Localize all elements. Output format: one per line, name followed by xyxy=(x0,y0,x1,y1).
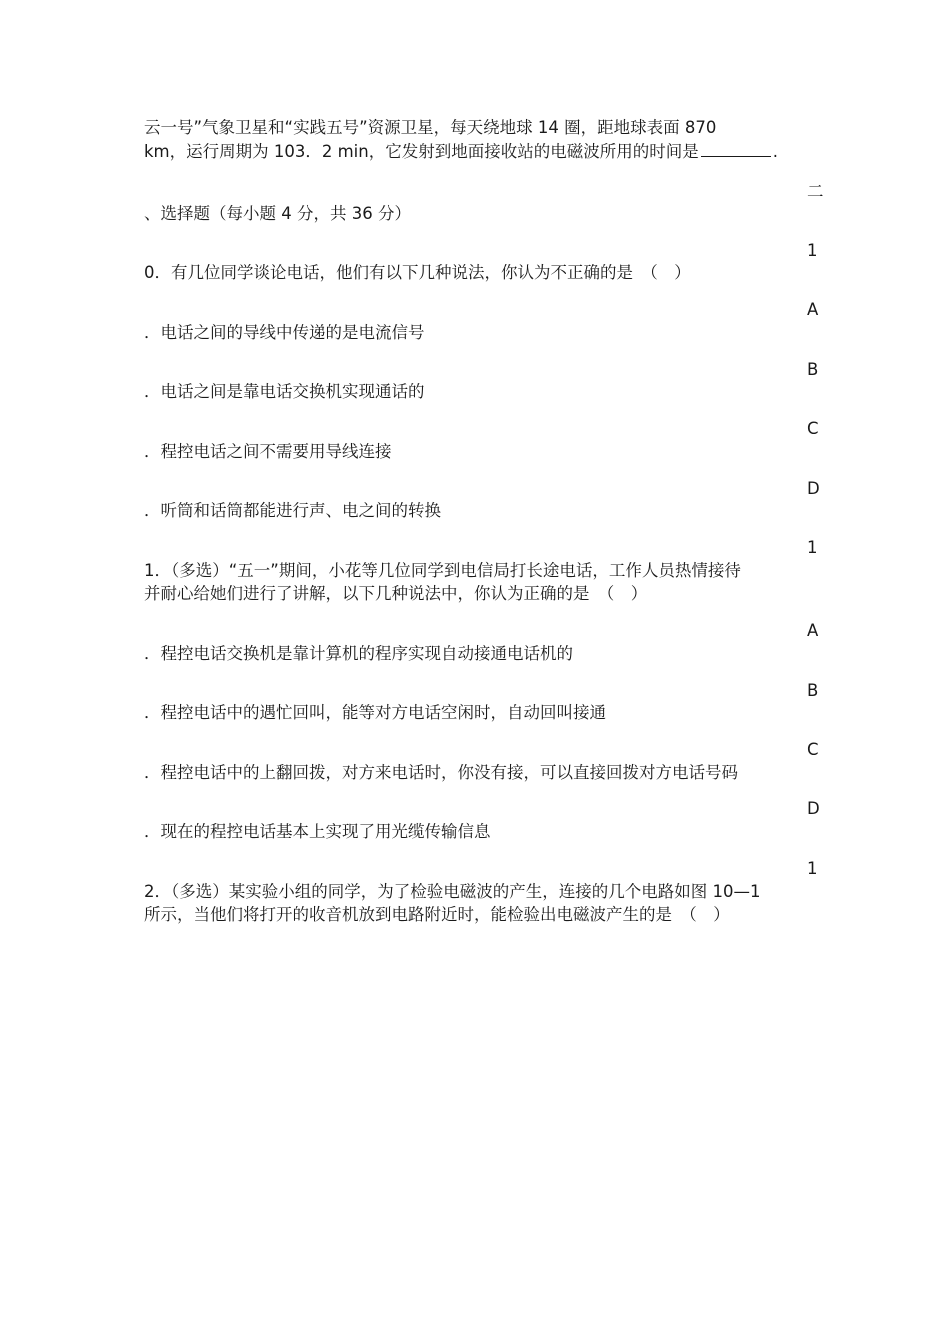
q12-text-line-2: 所示，当他们将打开的收音机放到电路附近时，能检验出电磁波产生的是 （ ） xyxy=(144,905,730,924)
q10-option-c-text: ．程控电话之间不需要用导线连接 xyxy=(144,442,392,461)
intro-line-1: 云一号”气象卫星和“实践五号”资源卫星，每天绕地球 14 圈，距地球表面 870 xyxy=(144,118,717,137)
q10-option-d-letter: D xyxy=(807,479,820,498)
q11-option-b-letter: B xyxy=(807,681,819,700)
section-title: 、选择题（每小题 4 分，共 36 分） xyxy=(144,204,411,223)
q12-number-digit: 1 xyxy=(807,859,818,878)
q10-option-a-letter: A xyxy=(807,300,819,319)
answer-blank xyxy=(701,140,771,157)
q10-option-d-text: ．听筒和话筒都能进行声、电之间的转换 xyxy=(144,501,441,520)
q11-option-a-text: ．程控电话交换机是靠计算机的程序实现自动接通电话机的 xyxy=(144,644,573,663)
q10-option-a-text: ．电话之间的导线中传递的是电流信号 xyxy=(144,323,425,342)
intro-line-2-end: . xyxy=(772,142,778,161)
q11-text-line-2: 并耐心给她们进行了讲解，以下几种说法中，你认为正确的是 （ ） xyxy=(144,584,648,603)
q10-option-c-letter: C xyxy=(807,419,819,438)
q11-option-a-letter: A xyxy=(807,621,819,640)
q11-number-digit: 1 xyxy=(807,538,818,557)
q10-option-b-letter: B xyxy=(807,360,819,379)
q10-option-b-text: ．电话之间是靠电话交换机实现通话的 xyxy=(144,382,425,401)
q11-option-d-letter: D xyxy=(807,799,820,818)
q11-option-b-text: ．程控电话中的遇忙回叫，能等对方电话空闲时，自动回叫接通 xyxy=(144,703,606,722)
q12-text-line-1: 2．（多选）某实验小组的同学，为了检验电磁波的产生，连接的几个电路如图 10—1 xyxy=(144,882,761,901)
q11-text-line-1: 1．（多选）“五一”期间，小花等几位同学到电信局打长途电话，工作人员热情接待 xyxy=(144,561,741,580)
q10-number-digit: 1 xyxy=(807,241,818,260)
intro-line-2-text: km，运行周期为 103．2 min，它发射到地面接收站的电磁波所用的时间是 xyxy=(144,142,699,161)
q11-option-d-text: ．现在的程控电话基本上实现了用光缆传输信息 xyxy=(144,822,491,841)
q10-text: 0．有几位同学谈论电话，他们有以下几种说法，你认为不正确的是 （ ） xyxy=(144,263,691,282)
section-number: 二 xyxy=(807,182,824,201)
q11-option-c-letter: C xyxy=(807,740,819,759)
q11-option-c-text: ．程控电话中的上翻回拨，对方来电话时，你没有接，可以直接回拨对方电话号码 xyxy=(144,763,738,782)
intro-line-2 xyxy=(144,140,778,164)
